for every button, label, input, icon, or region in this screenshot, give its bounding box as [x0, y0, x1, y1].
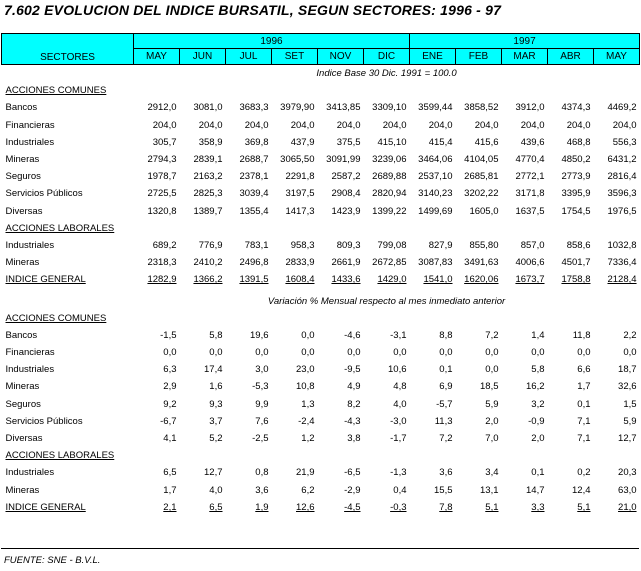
table-cell: 5,2	[209, 433, 223, 445]
table-cell: 858,6	[566, 239, 591, 251]
stock-index-table	[1, 33, 640, 516]
table-cell: -2,5	[252, 433, 269, 445]
table-cell: 1,6	[209, 381, 223, 393]
table-row	[2, 134, 640, 151]
table-cell: 7,0	[485, 433, 499, 445]
table-cell: -1,3	[390, 467, 407, 479]
table-cell: 2688,7	[239, 154, 269, 166]
table-cell: 2816,4	[607, 171, 637, 183]
table-cell: 4006,6	[515, 257, 545, 269]
table-cell: 305,7	[152, 136, 177, 148]
row-label: Industriales	[5, 364, 55, 376]
table-cell: 4104,05	[464, 154, 499, 166]
table-cell: 1366,2	[193, 274, 223, 286]
table-row	[2, 430, 640, 447]
row-label: Diversas	[5, 433, 43, 445]
table-cell: 1,2	[301, 433, 315, 445]
table-cell: 2825,3	[193, 188, 223, 200]
table-cell: 12,6	[296, 501, 315, 513]
table-cell: 9,2	[163, 398, 177, 410]
table-cell: 3091,99	[326, 154, 361, 166]
table-cell: 2833,9	[285, 257, 315, 269]
table-cell: 0,0	[531, 347, 545, 359]
table-cell: 3,0	[255, 364, 269, 376]
table-cell: -5,3	[252, 381, 269, 393]
table-cell: 1429,0	[377, 274, 407, 286]
month-header: ABR	[548, 49, 594, 65]
table-cell: 1,5	[623, 398, 637, 410]
table-cell: 2672,85	[372, 257, 407, 269]
table-cell: 3065,50	[280, 154, 315, 166]
table-cell: -4,3	[344, 415, 361, 427]
table-cell: 3039,4	[239, 188, 269, 200]
row-label: Financieras	[5, 347, 55, 359]
table-cell: 204,0	[428, 119, 453, 131]
row-label: Mineras	[5, 381, 40, 393]
section-heading: ACCIONES LABORALES	[5, 222, 115, 234]
table-cell: 1423,9	[331, 205, 361, 217]
row-label: INDICE GENERAL	[5, 501, 86, 513]
table-cell: 1541,0	[423, 274, 453, 286]
table-cell: 63,0	[618, 484, 637, 496]
month-header: NOV	[318, 49, 364, 65]
general-index-row	[2, 499, 640, 516]
table-cell: 3,2	[531, 398, 545, 410]
table-cell: 2773,9	[561, 171, 591, 183]
row-label: Seguros	[5, 171, 41, 183]
table-cell: 415,4	[428, 136, 453, 148]
table-cell: 1978,7	[147, 171, 177, 183]
table-cell: 5,8	[209, 329, 223, 341]
table-cell: 2410,2	[193, 257, 223, 269]
table-cell: 0,0	[623, 347, 637, 359]
table-cell: 3683,3	[239, 102, 269, 114]
table-cell: 1608,4	[285, 274, 315, 286]
month-header: ENE	[410, 49, 456, 65]
row-label: Servicios Públicos	[5, 415, 83, 427]
table-cell: 2725,5	[147, 188, 177, 200]
table-cell: 689,2	[152, 239, 177, 251]
section-row	[2, 82, 640, 99]
table-cell: -2,9	[344, 484, 361, 496]
table-cell: 2661,9	[331, 257, 361, 269]
table-cell: -1,5	[160, 329, 177, 341]
table-cell: 468,8	[566, 136, 591, 148]
table-row	[2, 151, 640, 168]
table-cell: 1,7	[577, 381, 591, 393]
table-cell: 3,7	[209, 415, 223, 427]
table-cell: 809,3	[336, 239, 361, 251]
table-cell: 415,6	[474, 136, 499, 148]
table-cell: 19,6	[250, 329, 269, 341]
table-cell: 4,1	[163, 433, 177, 445]
table-cell: 7,2	[485, 329, 499, 341]
table-cell: 4770,4	[515, 154, 545, 166]
table-cell: 2318,3	[147, 257, 177, 269]
table-cell: 776,9	[198, 239, 223, 251]
row-label: Bancos	[5, 102, 38, 114]
table-row	[2, 254, 640, 271]
table-cell: 1391,5	[239, 274, 269, 286]
table-cell: -3,0	[390, 415, 407, 427]
table-cell: 2496,8	[239, 257, 269, 269]
table-cell: 5,8	[531, 364, 545, 376]
table-cell: 1355,4	[239, 205, 269, 217]
table-cell: 20,3	[618, 467, 637, 479]
table-cell: 2912,0	[147, 102, 177, 114]
table-cell: 1,4	[531, 329, 545, 341]
table-cell: -1,7	[390, 433, 407, 445]
month-header: MAR	[502, 49, 548, 65]
table-cell: 1320,8	[147, 205, 177, 217]
table-cell: 1032,8	[607, 239, 637, 251]
table-cell: 3413,85	[326, 102, 361, 114]
table-cell: 8,2	[347, 398, 361, 410]
bottom-rule	[1, 548, 639, 549]
table-cell: 204,0	[198, 119, 223, 131]
table-cell: 18,5	[480, 381, 499, 393]
table-cell: 7336,4	[607, 257, 637, 269]
table-cell: 3239,06	[372, 154, 407, 166]
sectores-header: SECTORES	[2, 34, 134, 65]
table-cell: 11,3	[434, 415, 453, 427]
table-cell: 2,0	[485, 415, 499, 427]
table-cell: 2820,94	[372, 188, 407, 200]
table-cell: 3912,0	[515, 102, 545, 114]
table-cell: 5,1	[577, 501, 591, 513]
table-cell: 4,9	[347, 381, 361, 393]
table-row	[2, 344, 640, 361]
table-cell: 0,0	[163, 347, 177, 359]
table-cell: 1499,69	[418, 205, 453, 217]
month-header: DIC	[364, 49, 410, 65]
table-cell: 3,6	[439, 467, 453, 479]
table-cell: 204,0	[566, 119, 591, 131]
table-cell: -6,7	[160, 415, 177, 427]
row-label: Servicios Públicos	[5, 188, 83, 200]
table-cell: 1399,22	[372, 205, 407, 217]
table-row	[2, 413, 640, 430]
row-label: INDICE GENERAL	[5, 274, 86, 286]
table-cell: 1637,5	[515, 205, 545, 217]
table-cell: 0,0	[577, 347, 591, 359]
table-cell: 855,80	[469, 239, 499, 251]
table-cell: 6,6	[577, 364, 591, 376]
table-cell: 2839,1	[193, 154, 223, 166]
section-heading: ACCIONES LABORALES	[5, 450, 115, 462]
section-row	[2, 220, 640, 237]
table-cell: 437,9	[290, 136, 315, 148]
table-cell: 5,9	[623, 415, 637, 427]
table-cell: 12,4	[572, 484, 591, 496]
table-cell: -3,1	[390, 329, 407, 341]
table-cell: 0,0	[209, 347, 223, 359]
table-cell: 204,0	[152, 119, 177, 131]
table-row	[2, 396, 640, 413]
table-row	[2, 117, 640, 134]
variation-note	[2, 292, 640, 309]
table-cell: 32,6	[618, 381, 637, 393]
table-cell: 7,1	[577, 415, 591, 427]
table-cell: 415,10	[377, 136, 407, 148]
table-cell: 6,3	[163, 364, 177, 376]
table-cell: 3491,63	[464, 257, 499, 269]
table-cell: 5,1	[485, 501, 499, 513]
table-cell: 1758,8	[561, 274, 591, 286]
table-cell: 1433,6	[331, 274, 361, 286]
table-cell: 0,0	[301, 347, 315, 359]
page-title: 7.602 EVOLUCION DEL INDICE BURSATIL, SEGUN SECTORES: 1996 - 97	[4, 2, 502, 18]
table-cell: 783,1	[244, 239, 269, 251]
table-cell: 375,5	[336, 136, 361, 148]
table-cell: 1620,06	[464, 274, 499, 286]
table-note: Variación % Mensual respecto al mes inmediato anterior	[267, 295, 506, 307]
table-cell: 2908,4	[331, 188, 361, 200]
source-note: FUENTE: SNE - B.V.L.	[4, 555, 101, 566]
table-cell: 5,9	[485, 398, 499, 410]
table-cell: 4374,3	[561, 102, 591, 114]
table-cell: 0,1	[531, 467, 545, 479]
row-label: Diversas	[5, 205, 43, 217]
month-header: JUL	[226, 49, 272, 65]
table-cell: 3171,8	[515, 188, 545, 200]
table-cell: 3202,22	[464, 188, 499, 200]
table-cell: 3197,5	[285, 188, 315, 200]
section-heading: ACCIONES COMUNES	[5, 312, 107, 324]
section-heading: ACCIONES COMUNES	[5, 85, 107, 97]
table-cell: 7,6	[255, 415, 269, 427]
table-cell: 8,8	[439, 329, 453, 341]
table-cell: 1605,0	[469, 205, 499, 217]
table-cell: 3309,10	[372, 102, 407, 114]
table-cell: 1417,3	[285, 205, 315, 217]
table-cell: 857,0	[520, 239, 545, 251]
index-base-note	[2, 65, 640, 83]
table-note: Indice Base 30 Dic. 1991 = 100.0	[316, 68, 457, 80]
table-cell: 2689,88	[372, 171, 407, 183]
table-cell: 1754,5	[561, 205, 591, 217]
table-cell: 7,8	[439, 501, 453, 513]
table-cell: 958,3	[290, 239, 315, 251]
table-cell: 4850,2	[561, 154, 591, 166]
table-cell: 1,9	[255, 501, 269, 513]
table-cell: 3979,90	[280, 102, 315, 114]
table-cell: 204,0	[520, 119, 545, 131]
table-cell: 2,9	[163, 381, 177, 393]
table-cell: -2,4	[298, 415, 315, 427]
table-cell: 16,2	[526, 381, 545, 393]
table-row	[2, 327, 640, 344]
table-cell: 2,1	[163, 501, 177, 513]
table-cell: 204,0	[244, 119, 269, 131]
table-cell: 18,7	[618, 364, 637, 376]
table-cell: 3,8	[347, 433, 361, 445]
table-row	[2, 378, 640, 395]
table-cell: 3081,0	[193, 102, 223, 114]
table-row	[2, 203, 640, 220]
general-index-row	[2, 271, 640, 288]
table-cell: 1,3	[301, 398, 315, 410]
table-cell: 0,0	[439, 347, 453, 359]
month-header: MAY	[134, 49, 180, 65]
table-cell: 0,0	[347, 347, 361, 359]
table-row	[2, 482, 640, 499]
row-label: Bancos	[5, 329, 38, 341]
table-cell: 9,3	[209, 398, 223, 410]
table-cell: 3,6	[255, 484, 269, 496]
table-cell: 2685,81	[464, 171, 499, 183]
table-cell: -4,5	[344, 501, 361, 513]
table-cell: 204,0	[612, 119, 637, 131]
table-cell: 6,2	[301, 484, 315, 496]
table-cell: 7,1	[577, 433, 591, 445]
row-label: Industriales	[5, 467, 55, 479]
table-cell: 21,0	[618, 501, 637, 513]
table-cell: 439,6	[520, 136, 545, 148]
table-cell: 0,4	[393, 484, 407, 496]
table-cell: 6431,2	[607, 154, 637, 166]
table-cell: 2291,8	[285, 171, 315, 183]
year-1997-header: 1997	[410, 34, 640, 49]
table-cell: 0,0	[485, 347, 499, 359]
table-cell: 4501,7	[561, 257, 591, 269]
table-row	[2, 237, 640, 254]
table-cell: -4,6	[344, 329, 361, 341]
table-cell: 3,3	[531, 501, 545, 513]
row-label: Mineras	[5, 257, 40, 269]
table-cell: 2794,3	[147, 154, 177, 166]
table-cell: 1976,5	[607, 205, 637, 217]
table-cell: 11,8	[572, 329, 591, 341]
table-cell: 3858,52	[464, 102, 499, 114]
table-cell: 6,5	[209, 501, 223, 513]
section-row	[2, 310, 640, 327]
table-row	[2, 99, 640, 116]
table-cell: 17,4	[204, 364, 223, 376]
table-cell: -0,9	[528, 415, 545, 427]
table-cell: 2587,2	[331, 171, 361, 183]
table-cell: 4,8	[393, 381, 407, 393]
year-1996-header: 1996	[134, 34, 410, 49]
table-cell: 9,9	[255, 398, 269, 410]
table-cell: 204,0	[474, 119, 499, 131]
table-cell: 2163,2	[193, 171, 223, 183]
table-cell: 0,1	[577, 398, 591, 410]
table-cell: 0,0	[255, 347, 269, 359]
row-label: Mineras	[5, 154, 40, 166]
table-cell: 2,0	[531, 433, 545, 445]
table-cell: 3087,83	[418, 257, 453, 269]
month-header: JUN	[180, 49, 226, 65]
table-cell: 799,08	[377, 239, 407, 251]
row-label: Seguros	[5, 398, 41, 410]
table-cell: 14,7	[526, 484, 545, 496]
table-cell: 6,5	[163, 467, 177, 479]
table-row	[2, 464, 640, 481]
table-cell: 3,4	[485, 467, 499, 479]
table-cell: 10,8	[296, 381, 315, 393]
table-cell: 204,0	[382, 119, 407, 131]
table-cell: 204,0	[290, 119, 315, 131]
table-cell: 3395,9	[561, 188, 591, 200]
table-cell: 3464,06	[418, 154, 453, 166]
table-cell: 369,8	[244, 136, 269, 148]
table-row	[2, 361, 640, 378]
section-row	[2, 447, 640, 464]
table-cell: -6,5	[344, 467, 361, 479]
table-cell: 0,0	[301, 329, 315, 341]
row-label: Financieras	[5, 119, 55, 131]
table-cell: 358,9	[198, 136, 223, 148]
row-label: Industriales	[5, 239, 55, 251]
table-cell: 3599,44	[418, 102, 453, 114]
table-cell: 1673,7	[515, 274, 545, 286]
table-cell: 21,9	[296, 467, 315, 479]
table-cell: 3140,23	[418, 188, 453, 200]
table-cell: 1,7	[163, 484, 177, 496]
table-cell: 23,0	[296, 364, 315, 376]
table-cell: -5,7	[436, 398, 453, 410]
table-cell: 827,9	[428, 239, 453, 251]
table-cell: 2128,4	[607, 274, 637, 286]
table-cell: 0,0	[393, 347, 407, 359]
table-cell: 2,2	[623, 329, 637, 341]
table-cell: 2378,1	[239, 171, 269, 183]
table-cell: -9,5	[344, 364, 361, 376]
table-cell: 0,1	[439, 364, 453, 376]
table-cell: 4,0	[393, 398, 407, 410]
table-cell: 0,0	[485, 364, 499, 376]
month-header: FEB	[456, 49, 502, 65]
table-cell: 12,7	[204, 467, 223, 479]
month-header: SET	[272, 49, 318, 65]
table-cell: -0,3	[390, 501, 407, 513]
table-cell: 10,6	[388, 364, 407, 376]
table-cell: 2537,10	[418, 171, 453, 183]
table-cell: 0,2	[577, 467, 591, 479]
table-cell: 15,5	[434, 484, 453, 496]
table-cell: 204,0	[336, 119, 361, 131]
table-cell: 0,8	[255, 467, 269, 479]
table-cell: 13,1	[480, 484, 499, 496]
table-cell: 4,0	[209, 484, 223, 496]
table-cell: 1389,7	[193, 205, 223, 217]
table-cell: 2772,1	[515, 171, 545, 183]
table-cell: 1282,9	[147, 274, 177, 286]
table-cell: 6,9	[439, 381, 453, 393]
table-cell: 4469,2	[607, 102, 637, 114]
table-cell: 12,7	[618, 433, 637, 445]
table-row	[2, 168, 640, 185]
table-cell: 3596,3	[607, 188, 637, 200]
table-cell: 7,2	[439, 433, 453, 445]
month-header: MAY	[594, 49, 640, 65]
table-row	[2, 185, 640, 202]
table-cell: 556,3	[612, 136, 637, 148]
row-label: Mineras	[5, 484, 40, 496]
row-label: Industriales	[5, 136, 55, 148]
